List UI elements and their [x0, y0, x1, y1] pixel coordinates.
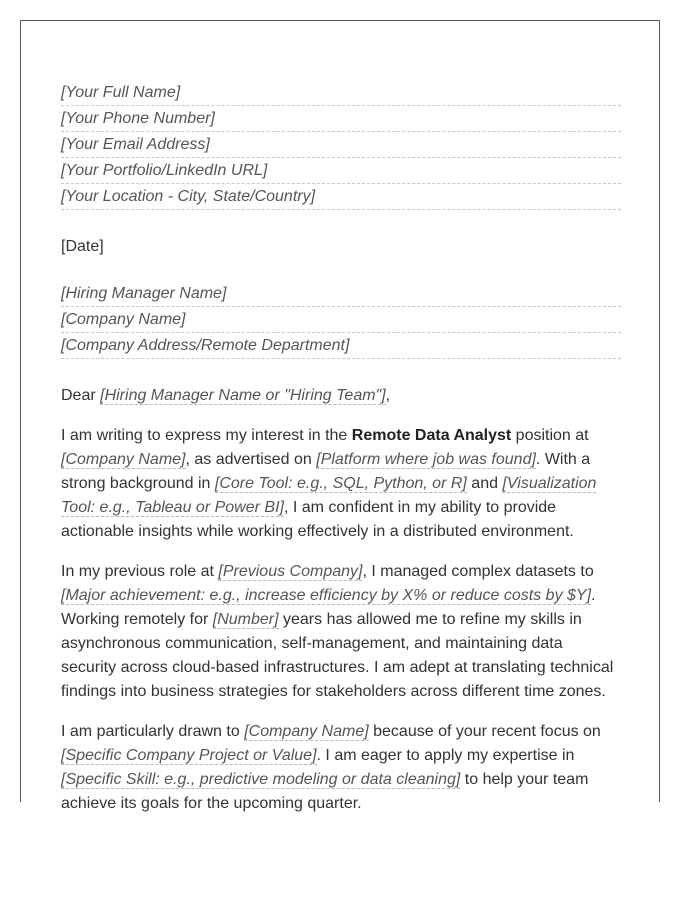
previous-company-field[interactable]: [Previous Company] — [218, 563, 363, 580]
recipient-block — [61, 282, 621, 359]
company-name-field[interactable]: [Company Name] — [61, 451, 186, 468]
company-name-field-2[interactable]: [Company Name] — [244, 723, 369, 740]
specific-skill-field[interactable]: [Specific Skill: e.g., predictive modeling or data cleaning] — [61, 771, 461, 788]
para3-text-3: . I am eager to apply my expertise in — [316, 747, 575, 764]
para3-text-4: to help your team achieve its goals for the upcoming quarter. — [61, 771, 589, 812]
para3-text-1: I am particularly drawn to — [61, 723, 245, 740]
sender-email-field[interactable]: [Your Email Address] — [61, 133, 621, 158]
salutation — [61, 384, 621, 408]
para2-text-1: In my previous role at — [61, 563, 219, 580]
visualization-tool-field[interactable]: [Visualization Tool: e.g., Tableau or Power BI] — [61, 475, 597, 516]
paragraph-motivation — [61, 720, 621, 816]
para1-text-1: I am writing to express my interest in the — [61, 427, 352, 444]
para1-text-3: , as advertised on — [185, 451, 317, 468]
salutation-name-field[interactable]: [Hiring Manager Name or "Hiring Team"] — [100, 387, 386, 404]
sender-phone-field[interactable]: [Your Phone Number] — [61, 107, 621, 132]
para2-text-2: , I managed complex datasets to — [362, 563, 594, 580]
platform-field[interactable]: [Platform where job was found] — [316, 451, 536, 468]
letter-page — [20, 20, 660, 812]
letter-date: [Date] — [61, 238, 104, 255]
letter-content — [61, 81, 621, 816]
para1-text-2: position at — [511, 427, 589, 444]
para1-text-6: , I am confident in my ability to provide actionable insights while working effectively in a distributed environment. — [61, 499, 574, 540]
recipient-manager-field[interactable]: [Hiring Manager Name] — [61, 282, 621, 307]
achievement-field[interactable]: [Major achievement: e.g., increase efficiency by X% or reduce costs by $Y] — [61, 587, 592, 604]
para3-text-2: because of your recent focus on — [368, 723, 601, 740]
recipient-company-field[interactable]: [Company Name] — [61, 308, 621, 333]
sender-full-name-field[interactable]: [Your Full Name] — [61, 81, 621, 106]
para1-text-5: and — [466, 475, 503, 492]
company-project-field[interactable]: [Specific Company Project or Value] — [61, 747, 317, 764]
sender-block — [61, 81, 621, 210]
core-tool-field[interactable]: [Core Tool: e.g., SQL, Python, or R] — [214, 475, 467, 492]
role-title: Remote Data Analyst — [351, 427, 512, 444]
salutation-prefix: Dear — [61, 387, 101, 404]
sender-portfolio-field[interactable]: [Your Portfolio/LinkedIn URL] — [61, 159, 621, 184]
recipient-address-field[interactable]: [Company Address/Remote Department] — [61, 334, 621, 359]
paragraph-intro — [61, 424, 621, 544]
paragraph-experience — [61, 560, 621, 704]
para2-text-4: years has allowed me to refine my skills in asynchronous communication, self-management, and maintaining data security across cloud-based infrastructures. I am adept at translating technical findings into business strategies for stakeholders across different time zones. — [61, 611, 614, 700]
para2-text-3: . Working remotely for — [61, 587, 596, 628]
salutation-suffix: , — [385, 387, 391, 404]
para1-text-4: . With a strong background in — [61, 451, 591, 492]
years-number-field[interactable]: [Number] — [212, 611, 279, 628]
sender-location-field[interactable]: [Your Location - City, State/Country] — [61, 185, 621, 210]
